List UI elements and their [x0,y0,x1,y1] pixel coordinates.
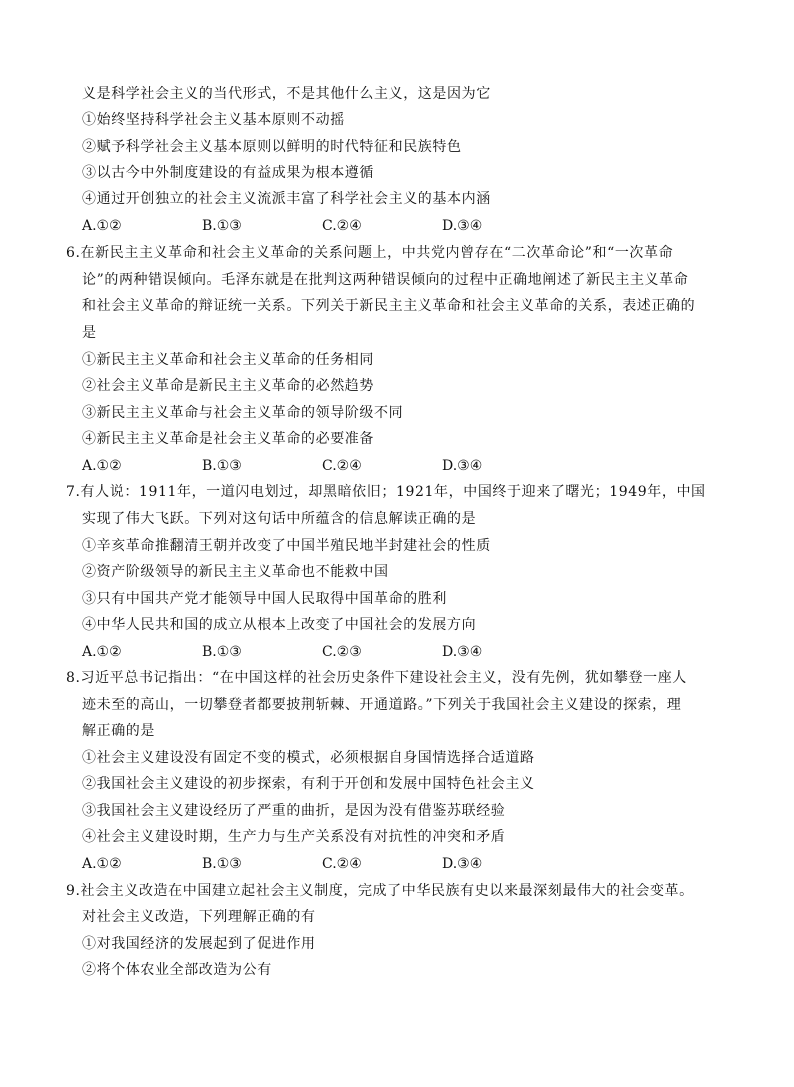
q7-item-3: ③只有中国共产党才能领导中国人民取得中国革命的胜利 [82,591,447,607]
q8-stem-line-1: 8.习近平总书记指出：“在中国这样的社会历史条件下建设社会主义，没有先例，犹如攀登一座人 [66,670,687,686]
q7-choice-c[interactable]: C.②③ [322,644,362,660]
q8-item-4: ④社会主义建设时期，生产力与生产关系没有对抗性的冲突和矛盾 [82,829,506,845]
q7-item-1: ①辛亥革命推翻清王朝并改变了中国半殖民地半封建社会的性质 [82,538,491,554]
q8-stem-line-3: 解正确的是 [82,723,155,739]
q5-choice-c[interactable]: C.②④ [322,218,362,234]
q6-item-2: ②社会主义革命是新民主主义革命的必然趋势 [82,378,374,394]
q9-item-2: ②将个体农业全部改造为公有 [82,962,272,978]
q8-item-2: ②我国社会主义建设的初步探索，有利于开创和发展中国特色社会主义 [82,776,535,792]
q6-stem-line-2: 论”的两种错误倾向。毛泽东就是在批判这两种错误倾向的过程中正确地阐述了新民主主义革命 [82,272,689,288]
q6-item-1: ①新民主主义革命和社会主义革命的任务相同 [82,352,374,368]
q6-item-3: ③新民主主义革命与社会主义革命的领导阶级不同 [82,405,404,421]
q5-item-4: ④通过开创独立的社会主义流派丰富了科学社会主义的基本内涵 [82,191,491,207]
q7-choice-a[interactable]: A.①② [82,644,122,660]
q5-choice-d[interactable]: D.③④ [442,218,483,234]
q7-stem-line-2: 实现了伟大飞跃。下列对这句话中所蕴含的信息解读正确的是 [82,511,477,527]
q6-choice-a[interactable]: A.①② [82,458,122,474]
q7-stem-line-1: 7.有人说：1911年，一道闪电划过，却黑暗依旧；1921年，中国终于迎来了曙光；1949年，中国 [66,484,706,500]
q8-stem-line-2: 迹未至的高山，一切攀登者都要披荆斩棘、开通道路。”下列关于我国社会主义建设的探索，理 [82,697,682,713]
q6-stem-line-3: 和社会主义革命的辩证统一关系。下列关于新民主主义革命和社会主义革命的关系，表述正确的 [82,298,696,314]
q8-choice-c[interactable]: C.②④ [322,856,362,872]
q6-stem-line-4: 是 [82,325,97,341]
q9-stem-line-1: 9.社会主义改造在中国建立起社会主义制度，完成了中华民族有史以来最深刻最伟大的社会变革。 [66,883,694,899]
q9-stem-line-2: 对社会主义改造，下列理解正确的有 [82,909,316,925]
q6-item-4: ④新民主主义革命是社会主义革命的必要准备 [82,431,374,447]
q5-choice-a[interactable]: A.①② [82,218,122,234]
q5-item-2: ②赋予科学社会主义基本原则以鲜明的时代特征和民族特色 [82,139,462,155]
q7-item-2: ②资产阶级领导的新民主主义革命也不能救中国 [82,564,389,580]
q5-choice-b[interactable]: B.①③ [202,218,242,234]
q9-item-1: ①对我国经济的发展起到了促进作用 [82,936,316,952]
q6-stem-line-1: 6.在新民主主义革命和社会主义革命的关系问题上，中共党内曾存在“二次革命论”和“一次革命 [66,245,674,261]
q8-item-3: ③我国社会主义建设经历了严重的曲折，是因为没有借鉴苏联经验 [82,803,506,819]
q7-choice-b[interactable]: B.①③ [202,644,242,660]
q6-choice-b[interactable]: B.①③ [202,458,242,474]
q7-item-4: ④中华人民共和国的成立从根本上改变了中国社会的发展方向 [82,617,477,633]
q7-choice-d[interactable]: D.③④ [442,644,483,660]
q5-item-3: ③以古今中外制度建设的有益成果为根本遵循 [82,165,374,181]
q6-choice-c[interactable]: C.②④ [322,458,362,474]
q5-stem-tail: 义是科学社会主义的当代形式，不是其他什么主义，这是因为它 [82,86,491,102]
q8-choice-d[interactable]: D.③④ [442,856,483,872]
q8-choice-a[interactable]: A.①② [82,856,122,872]
q6-choice-d[interactable]: D.③④ [442,458,483,474]
q5-item-1: ①始终坚持科学社会主义基本原则不动摇 [82,112,345,128]
q8-choice-b[interactable]: B.①③ [202,856,242,872]
q8-item-1: ①社会主义建设没有固定不变的模式，必须根据自身国情选择合适道路 [82,750,535,766]
